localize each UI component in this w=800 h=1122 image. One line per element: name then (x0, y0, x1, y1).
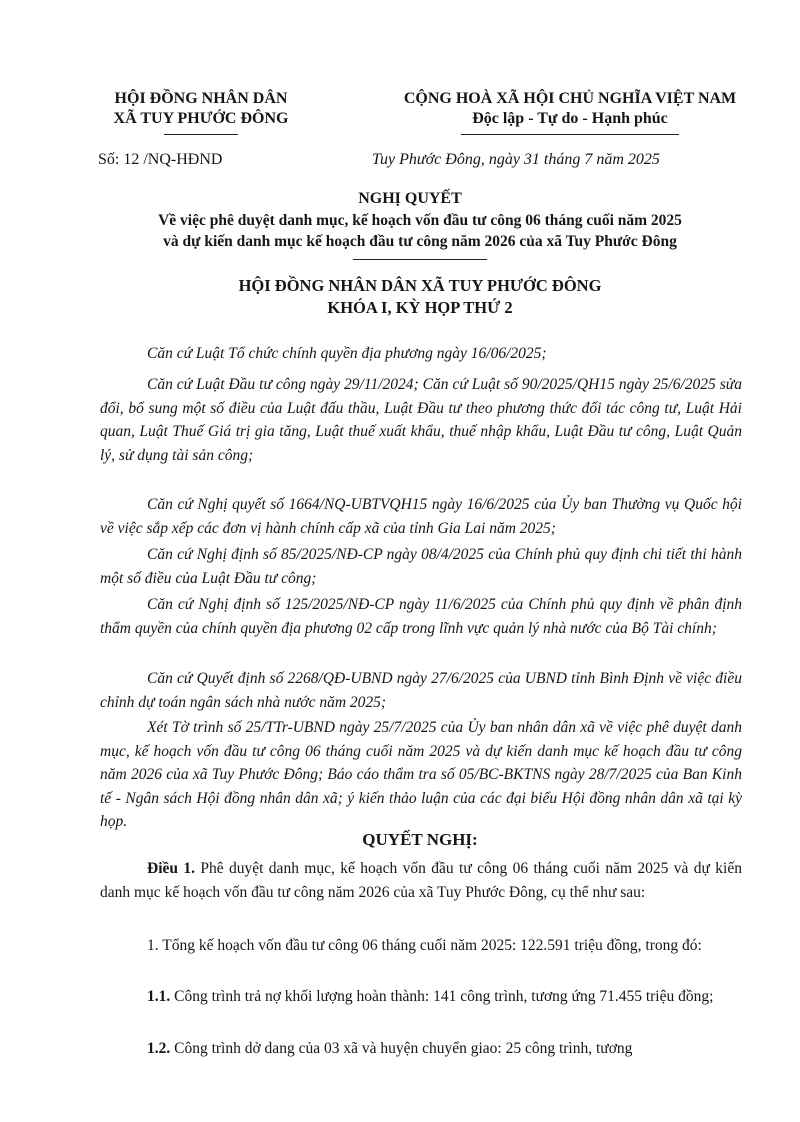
article-1 (100, 857, 742, 904)
item-1-2 (100, 1037, 742, 1061)
preamble-paragraph: Xét Tờ trình số 25/TTr-UBND ngày 25/7/2025 của Ủy ban nhân dân xã về việc phê duyệt danh mục, kế hoạch vốn đầu tư công 06 tháng cuối năm 2025 và dự kiến danh mục kế hoạch đầu tư công năm 2026 của xã Tuy Phước Đông; Báo cáo thẩm tra số 05/BC-BKTNS ngày 28/7/2025 của Ban Kinh tế - Ngân sách Hội đồng nhân dân xã; ý kiến thảo luận của các đại biểu Hội đồng nhân dân xã tại kỳ họp. (100, 719, 742, 830)
article-1-label: Điều 1. (147, 860, 195, 877)
council-name: HỘI ĐỒNG NHÂN DÂN XÃ TUY PHƯỚC ĐÔNG (238, 276, 602, 295)
document-date: Tuy Phước Đông, ngày 31 tháng 7 năm 2025 (372, 151, 660, 168)
item-1-2-label: 1.2. (147, 1040, 171, 1057)
item-1 (100, 934, 742, 958)
council-session: KHÓA I, KỲ HỌP THỨ 2 (327, 298, 513, 317)
document-number: Số: 12 /NQ-HĐND (98, 151, 223, 168)
article-1-text: Phê duyệt danh mục, kế hoạch vốn đầu tư công 06 tháng cuối năm 2025 và dự kiến danh mục kế hoạch vốn đầu tư công năm 2026 của xã Tuy Phước Đông, cụ thể như sau: (100, 860, 742, 901)
subject-underline (353, 259, 487, 260)
preamble-paragraph: Căn cứ Quyết định số 2268/QĐ-UBND ngày 27/6/2025 của UBND tỉnh Bình Định về việc điều chỉnh dự toán ngân sách nhà nước năm 2025; (100, 670, 742, 711)
preamble-paragraph: Căn cứ Nghị định số 85/2025/NĐ-CP ngày 08/4/2025 của Chính phủ quy định chi tiết thi hành một số điều của Luật Đầu tư công; (100, 546, 742, 587)
issuer-underline (164, 134, 238, 135)
item-1-1-text: Công trình trả nợ khối lượng hoàn thành: 141 công trình, tương ứng 71.455 triệu đồng; (170, 988, 714, 1005)
item-1-1 (100, 985, 742, 1009)
national-title: CỘNG HOÀ XÃ HỘI CHỦ NGHĨA VIỆT NAM (403, 90, 737, 107)
preamble-paragraph: Căn cứ Nghị quyết số 1664/NQ-UBTVQH15 ngày 16/6/2025 của Ủy ban Thường vụ Quốc hội về việc sắp xếp các đơn vị hành chính cấp xã của tỉnh Gia Lai năm 2025; (100, 496, 742, 537)
national-motto: Độc lập - Tự do - Hạnh phúc (472, 110, 668, 127)
issuer-name-line2: XÃ TUY PHƯỚC ĐÔNG (113, 110, 289, 127)
motto-underline (461, 134, 679, 135)
preamble-paragraph: Căn cứ Luật Đầu tư công ngày 29/11/2024; Căn cứ Luật số 90/2025/QH15 ngày 25/6/2025 sửa đổi, bổ sung một số điều của Luật đấu thầu, Luật Đầu tư theo phương thức đối tác công tư, Luật Hải quan, Luật Thuế Giá trị gia tăng, Luật thuế xuất khẩu, thuế nhập khẩu, Luật Đầu tư công, Luật Quản lý, sử dụng tài sản công; (100, 376, 742, 464)
item-1-2-text: Công trình dở dang của 03 xã và huyện chuyển giao: 25 công trình, tương (170, 1040, 633, 1057)
preamble-paragraph: Căn cứ Nghị định số 125/2025/NĐ-CP ngày 11/6/2025 của Chính phủ quy định về phân định thẩm quyền của chính quyền địa phương 02 cấp trong lĩnh vực quản lý nhà nước của Bộ Tài chính; (100, 596, 742, 637)
document-subject-line2: và dự kiến danh mục kế hoạch đầu tư công năm 2026 của xã Tuy Phước Đông (163, 233, 677, 250)
item-1-text: Tổng kế hoạch vốn đầu tư công 06 tháng cuối năm 2025: 122.591 triệu đồng, trong đó: (158, 937, 702, 954)
decision-heading: QUYẾT NGHỊ: (362, 830, 478, 849)
item-1-label: 1. (147, 937, 159, 954)
preamble-paragraph: Căn cứ Luật Tổ chức chính quyền địa phương ngày 16/06/2025; (147, 345, 547, 362)
item-1-1-label: 1.1. (147, 988, 171, 1005)
issuer-name-line1: HỘI ĐỒNG NHÂN DÂN (114, 90, 288, 107)
document-subject-line1: Về việc phê duyệt danh mục, kế hoạch vốn đầu tư công 06 tháng cuối năm 2025 (158, 212, 682, 229)
document-type: NGHỊ QUYẾT (358, 190, 462, 207)
